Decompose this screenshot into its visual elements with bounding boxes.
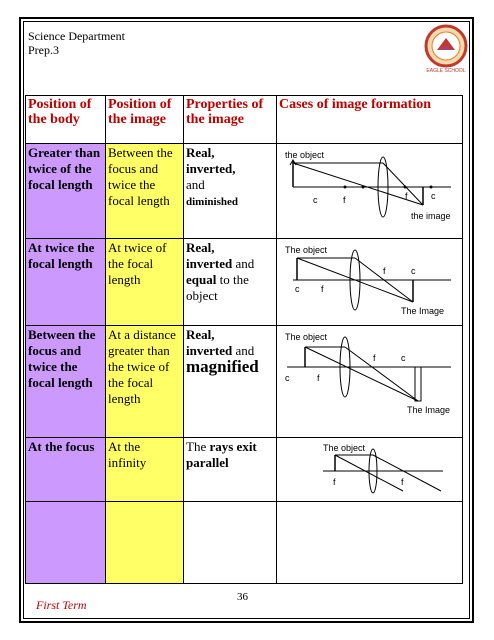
school-logo <box>420 22 472 74</box>
row4-prop-parallel: parallel <box>186 455 229 470</box>
row3-prop-inverted: inverted <box>186 343 233 358</box>
row3-prop-magnified: magnified <box>186 357 259 376</box>
row2-object-label: The object <box>285 245 328 255</box>
row1-image-label: the image <box>411 211 451 221</box>
row5-empty <box>26 502 106 584</box>
row4-prop-the: The <box>186 439 210 454</box>
row3-properties <box>184 326 277 438</box>
row3-c-left: c <box>285 373 290 383</box>
grade-label: Prep.3 <box>28 43 59 57</box>
page-number: 36 <box>237 591 248 603</box>
row2-properties <box>184 239 277 326</box>
header-cases: Cases of image formation <box>277 96 463 144</box>
row2-prop-and: and <box>232 256 255 271</box>
row2-prop-to-object: to the object <box>186 272 249 303</box>
row3-object-label: The object <box>285 332 328 342</box>
row2-diagram-cell <box>277 239 463 326</box>
table-header-row <box>26 96 463 144</box>
logo-text: EAGLE SCHOOL <box>426 68 466 74</box>
row2-body-position: At twice the focal length <box>26 239 106 326</box>
row3-body-position: Between the focus and twice the focal length <box>26 326 106 438</box>
table-row <box>26 239 463 326</box>
row2-prop-equal: equal <box>186 272 217 287</box>
row3-ray <box>345 347 418 401</box>
row3-ray-diagram <box>283 329 453 415</box>
row1-ray-diagram <box>283 147 453 223</box>
row2-c-left: c <box>295 284 300 294</box>
row1-point <box>404 186 407 189</box>
row3-c-right: c <box>401 353 406 363</box>
row3-f-right: f <box>373 353 376 363</box>
row4-prop-rays-exit: rays exit <box>209 439 257 454</box>
row1-c-left: c <box>313 195 318 205</box>
row1-properties <box>184 144 277 239</box>
row1-body-position: Greater than twice of the focal length <box>26 144 106 239</box>
row3-f-left: f <box>317 373 320 383</box>
row5-empty <box>184 502 277 584</box>
row1-c-right: c <box>431 191 436 201</box>
row2-ray-diagram <box>283 242 453 318</box>
row1-point <box>430 186 433 189</box>
row2-c-right: c <box>411 266 416 276</box>
row4-ray <box>373 455 441 491</box>
row2-f-right: f <box>383 266 386 276</box>
row3-image-arrow <box>415 367 421 401</box>
row1-point <box>362 186 365 189</box>
row4-body-position: At the focus <box>26 438 106 502</box>
table-row <box>26 326 463 438</box>
row1-image-position: Between the focus and twice the focal length <box>106 144 184 239</box>
row4-properties <box>184 438 277 502</box>
row4-f-right: f <box>401 477 404 487</box>
row5-empty <box>106 502 184 584</box>
row3-prop-and: and <box>232 343 255 358</box>
row2-f-left: f <box>321 284 324 294</box>
header-position-body: Position of the body <box>26 96 106 144</box>
row1-f-left: f <box>343 195 346 205</box>
row4-f-left: f <box>333 477 336 487</box>
header-position-image: Position of the image <box>106 96 184 144</box>
row2-image-position: At twice of the focal length <box>106 239 184 326</box>
row4-ray-diagram <box>283 441 453 499</box>
row2-image-label: The Image <box>401 306 445 316</box>
row1-diagram-cell <box>277 144 463 239</box>
row2-prop-inverted: inverted <box>186 256 233 271</box>
row3-image-label: The Image <box>407 405 451 415</box>
row4-diagram-cell <box>277 438 463 502</box>
lens-image-table <box>25 95 463 584</box>
table-row-empty <box>26 502 463 584</box>
row5-empty <box>277 502 463 584</box>
row1-prop-real: Real, <box>186 145 215 160</box>
row3-image-position: At a distance greater than the twice of the focal length <box>106 326 184 438</box>
table-row <box>26 144 463 239</box>
row3-prop-real: Real, <box>186 327 215 342</box>
header-properties: Properties of the image <box>184 96 277 144</box>
row1-point <box>344 186 347 189</box>
table-row <box>26 438 463 502</box>
row4-object-label: The object <box>323 443 366 453</box>
row1-prop-inverted: inverted, <box>186 161 236 176</box>
row4-image-position: At the infinity <box>106 438 184 502</box>
row1-prop-diminished: diminished <box>186 196 238 208</box>
row3-diagram-cell <box>277 326 463 438</box>
row1-object-label: the object <box>285 150 325 160</box>
department-label: Science Department <box>28 29 125 43</box>
row2-prop-real: Real, <box>186 240 215 255</box>
footer-term: First Term <box>36 598 87 612</box>
row1-prop-and: and <box>186 177 205 192</box>
row1-f-right: f <box>405 191 408 201</box>
